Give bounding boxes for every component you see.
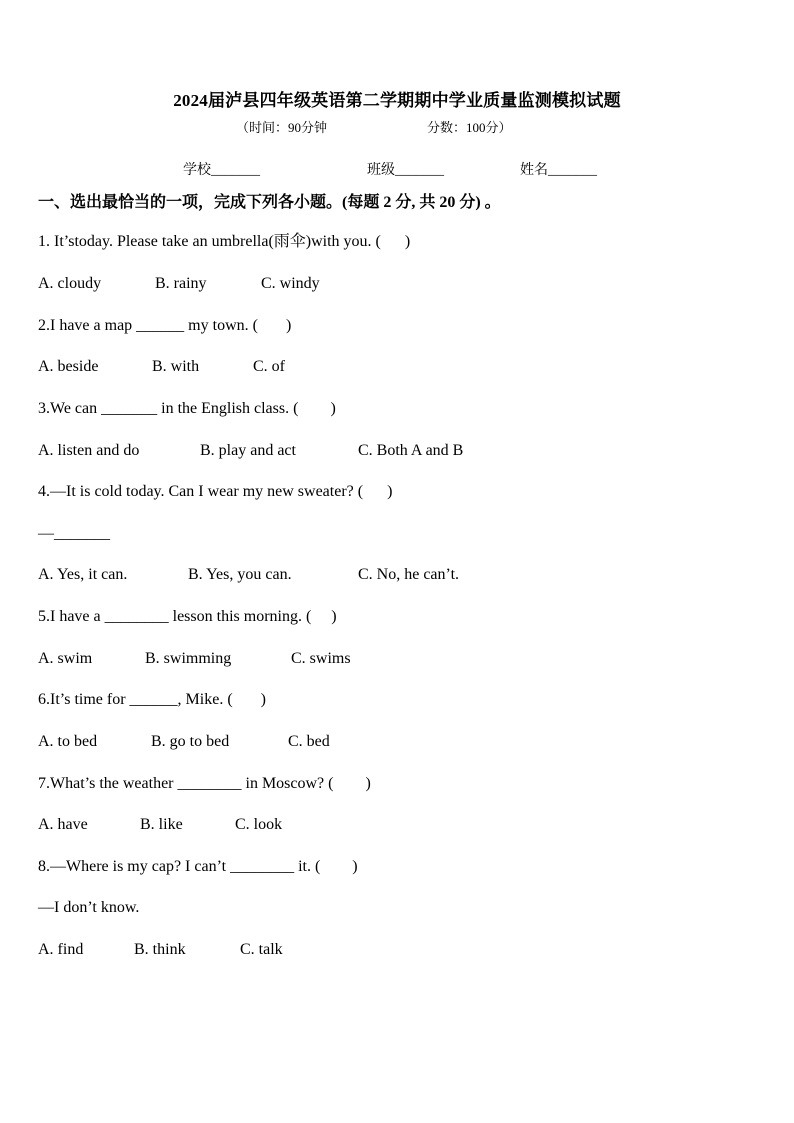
name-field: 姓名_______ [520, 163, 597, 178]
question-2-option-a: A. beside [38, 358, 99, 375]
question-1-option-b: B. rainy [155, 275, 207, 292]
question-5-option-a: A. swim [38, 650, 93, 667]
question-6-option-c: C. bed [288, 733, 330, 750]
question-8-stem: 8.—Where is my cap? I can’t ________ it. ( ) [38, 858, 358, 875]
time-limit: （时间：90分钟 [236, 120, 328, 135]
exam-title: 2024届泸县四年级英语第二学期期中学业质量监测模拟试题 [173, 91, 621, 110]
question-6-option-b: B. go to bed [151, 733, 230, 750]
question-5-stem: 5.I have a ________ lesson this morning. ( ) [38, 608, 337, 625]
question-4-option-b: B. Yes, you can. [188, 566, 292, 583]
question-5-option-b: B. swimming [145, 650, 232, 667]
question-2-option-c: C. of [253, 358, 285, 375]
question-7-option-a: A. have [38, 816, 88, 833]
question-8-option-a: A. find [38, 941, 84, 958]
question-6-option-a: A. to bed [38, 733, 98, 750]
question-8-option-c: C. talk [240, 941, 283, 958]
question-4-option-c: C. No, he can’t. [358, 566, 460, 583]
question-2-option-b: B. with [152, 358, 200, 375]
question-1-option-a: A. cloudy [38, 275, 102, 292]
question-3-stem: 3.We can _______ in the English class. ( ) [38, 400, 336, 417]
question-7-option-c: C. look [235, 816, 283, 833]
question-1-stem: 1. It’stoday. Please take an umbrella(雨伞)with you. ( ) [38, 233, 411, 250]
question-4-option-a: A. Yes, it can. [38, 566, 128, 583]
exam-subtitle [236, 117, 512, 136]
question-5-option-c: C. swims [291, 650, 351, 667]
question-7-option-b: B. like [140, 816, 183, 833]
school-field: 学校_______ [183, 163, 260, 178]
question-6-stem: 6.It’s time for ______, Mike. ( ) [38, 691, 266, 708]
question-2-stem: 2.I have a map ______ my town. ( ) [38, 317, 292, 334]
question-1-option-c: C. windy [261, 275, 320, 292]
question-3-option-a: A. listen and do [38, 442, 140, 459]
total-score: 分数：100分） [427, 120, 512, 135]
question-4-reply: —_______ [38, 525, 110, 542]
section-heading: 一、选出最恰当的一项，完成下列各小题。(每题 2 分, 共 20 分) 。 [38, 194, 501, 211]
question-4-stem: 4.—It is cold today. Can I wear my new sweater? ( ) [38, 483, 393, 500]
class-field: 班级_______ [367, 163, 444, 178]
question-8-reply: —I don’t know. [38, 899, 140, 916]
question-3-option-b: B. play and act [200, 442, 296, 459]
question-7-stem: 7.What’s the weather ________ in Moscow? ( ) [38, 775, 371, 792]
question-8-option-b: B. think [134, 941, 186, 958]
question-3-option-c: C. Both A and B [358, 442, 464, 459]
